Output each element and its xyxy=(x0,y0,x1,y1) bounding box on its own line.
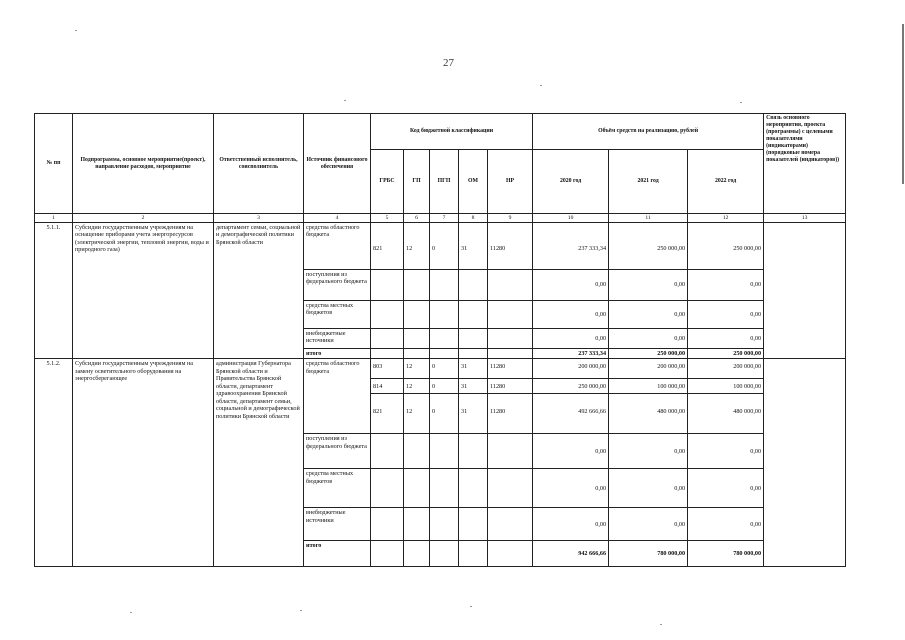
header-executor: Ответственный исполнитель, соисполнитель xyxy=(214,114,304,214)
scan-speck xyxy=(344,100,346,101)
amount-2022: 0,00 xyxy=(688,270,764,301)
code-pgp: 0 xyxy=(430,379,459,394)
column-number: 7 xyxy=(430,214,459,223)
column-number: 4 xyxy=(304,214,371,223)
code-pgp: 0 xyxy=(430,359,459,379)
amount-2022: 200 000,00 xyxy=(688,359,764,379)
budget-table xyxy=(34,113,846,567)
column-number: 6 xyxy=(404,214,430,223)
table-row xyxy=(35,223,846,270)
amount-2022: 100 000,00 xyxy=(688,379,764,394)
code-grbs: 821 xyxy=(371,394,404,434)
amount-2021: 100 000,00 xyxy=(609,379,688,394)
column-number: 10 xyxy=(533,214,609,223)
code-om: 31 xyxy=(459,394,488,434)
amount-2020: 0,00 xyxy=(533,469,609,508)
total-2022: 780 000,00 xyxy=(688,541,764,567)
code-grbs: 821 xyxy=(371,223,404,270)
column-number: 12 xyxy=(688,214,764,223)
scan-speck xyxy=(130,612,132,613)
amount-2020: 200 000,00 xyxy=(533,359,609,379)
header-2020: 2020 год xyxy=(533,150,609,214)
total-2022: 250 000,00 xyxy=(688,349,764,359)
scan-speck xyxy=(660,624,662,625)
code-grbs: 803 xyxy=(371,359,404,379)
funding-source: поступления из федерального бюджета xyxy=(304,434,371,469)
scan-speck xyxy=(740,102,742,103)
amount-2022: 0,00 xyxy=(688,301,764,329)
header-pgp: ПГП xyxy=(430,150,459,214)
amount-2021: 0,00 xyxy=(609,469,688,508)
scan-speck xyxy=(470,606,472,607)
column-number: 2 xyxy=(73,214,214,223)
code-om: 31 xyxy=(459,359,488,379)
funding-source: поступления из федерального бюджета xyxy=(304,270,371,301)
column-number: 11 xyxy=(609,214,688,223)
amount-2021: 0,00 xyxy=(609,301,688,329)
header-link: Связь основного мероприятия, проекта (программы) с целевыми показателями (индикаторами) (порядковые номера показателей (индикаторов)) xyxy=(764,114,846,214)
amount-2022: 0,00 xyxy=(688,434,764,469)
amount-2021: 0,00 xyxy=(609,508,688,541)
amount-2022: 0,00 xyxy=(688,469,764,508)
column-numbers-row xyxy=(35,214,846,223)
indicator-link xyxy=(764,359,846,567)
amount-2022: 480 000,00 xyxy=(688,394,764,434)
header-np: НР xyxy=(488,150,533,214)
header-source: Источник финансового обеспечения xyxy=(304,114,371,214)
column-number: 13 xyxy=(764,214,846,223)
funding-source: итого xyxy=(304,349,371,359)
amount-2021: 0,00 xyxy=(609,270,688,301)
header-2021: 2021 год xyxy=(609,150,688,214)
table-row xyxy=(35,359,846,379)
funding-source: средства местных бюджетов xyxy=(304,469,371,508)
code-pgp: 0 xyxy=(430,394,459,434)
amount-2022: 0,00 xyxy=(688,508,764,541)
code-gp: 12 xyxy=(404,223,430,270)
scan-edge-line xyxy=(902,24,904,184)
header-om: ОМ xyxy=(459,150,488,214)
header-amount: Объём средств на реализацию, рублей xyxy=(533,114,764,150)
code-gp: 12 xyxy=(404,379,430,394)
indicator-link xyxy=(764,223,846,359)
column-number: 8 xyxy=(459,214,488,223)
page-number: 27 xyxy=(443,57,454,69)
executor: департамент семьи, социальной и демографической политики Брянской области xyxy=(214,223,304,359)
funding-source: итого xyxy=(304,541,371,567)
total-2021: 780 000,00 xyxy=(609,541,688,567)
amount-2022: 250 000,00 xyxy=(688,223,764,270)
amount-2020: 0,00 xyxy=(533,434,609,469)
funding-source: средства местных бюджетов xyxy=(304,301,371,329)
column-number: 5 xyxy=(371,214,404,223)
scan-speck xyxy=(300,610,302,611)
measure-title: Субсидии государственным учреждениям на оснащение приборами учета энергоресурсов (электрической энергии, тепловой энергии, воды и природного газа) xyxy=(73,223,214,359)
code-gp: 12 xyxy=(404,394,430,434)
executor: администрация Губернатора Брянской области и Правительства Брянской области, департамент здравоохранения Брянской области, департамент семьи, социальной и демографической политики Брянской области xyxy=(214,359,304,567)
column-number: 1 xyxy=(35,214,73,223)
amount-2022: 0,00 xyxy=(688,329,764,349)
header-num: № пп xyxy=(35,114,73,214)
header-gp: ГП xyxy=(404,150,430,214)
funding-source: средства областного бюджета xyxy=(304,359,371,434)
total-2021: 250 000,00 xyxy=(609,349,688,359)
row-number: 5.1.1. xyxy=(35,223,73,359)
scan-speck xyxy=(540,85,542,86)
code-np: 11280 xyxy=(488,223,533,270)
amount-2021: 200 000,00 xyxy=(609,359,688,379)
header-row-1 xyxy=(35,114,846,150)
header-2022: 2022 год xyxy=(688,150,764,214)
amount-2020: 492 666,66 xyxy=(533,394,609,434)
amount-2020: 237 333,34 xyxy=(533,223,609,270)
code-pgp: 0 xyxy=(430,223,459,270)
header-budget-code: Код бюджетной классификации xyxy=(371,114,533,150)
total-2020: 942 666,66 xyxy=(533,541,609,567)
amount-2021: 0,00 xyxy=(609,434,688,469)
amount-2020: 0,00 xyxy=(533,270,609,301)
code-np: 11280 xyxy=(488,394,533,434)
header-subprogram: Подпрограмма, основное мероприятие(проект), направление расходов, мероприятие xyxy=(73,114,214,214)
amount-2020: 0,00 xyxy=(533,301,609,329)
code-om: 31 xyxy=(459,379,488,394)
total-2020: 237 333,34 xyxy=(533,349,609,359)
code-gp: 12 xyxy=(404,359,430,379)
code-grbs: 814 xyxy=(371,379,404,394)
code-om: 31 xyxy=(459,223,488,270)
amount-2021: 250 000,00 xyxy=(609,223,688,270)
funding-source: внебюджетные источники xyxy=(304,508,371,541)
column-number: 9 xyxy=(488,214,533,223)
column-number: 3 xyxy=(214,214,304,223)
funding-source: средства областного бюджета xyxy=(304,223,371,270)
amount-2020: 0,00 xyxy=(533,329,609,349)
row-number: 5.1.2. xyxy=(35,359,73,567)
amount-2021: 480 000,00 xyxy=(609,394,688,434)
header-grbs: ГРБС xyxy=(371,150,404,214)
amount-2021: 0,00 xyxy=(609,329,688,349)
amount-2020: 0,00 xyxy=(533,508,609,541)
measure-title: Субсидии государственным учреждениям на замену осветительного оборудования на энергосберегающее xyxy=(73,359,214,567)
code-np: 11280 xyxy=(488,359,533,379)
funding-source: внебюджетные источники xyxy=(304,329,371,349)
scan-speck xyxy=(75,30,77,31)
amount-2020: 250 000,00 xyxy=(533,379,609,394)
code-np: 11280 xyxy=(488,379,533,394)
